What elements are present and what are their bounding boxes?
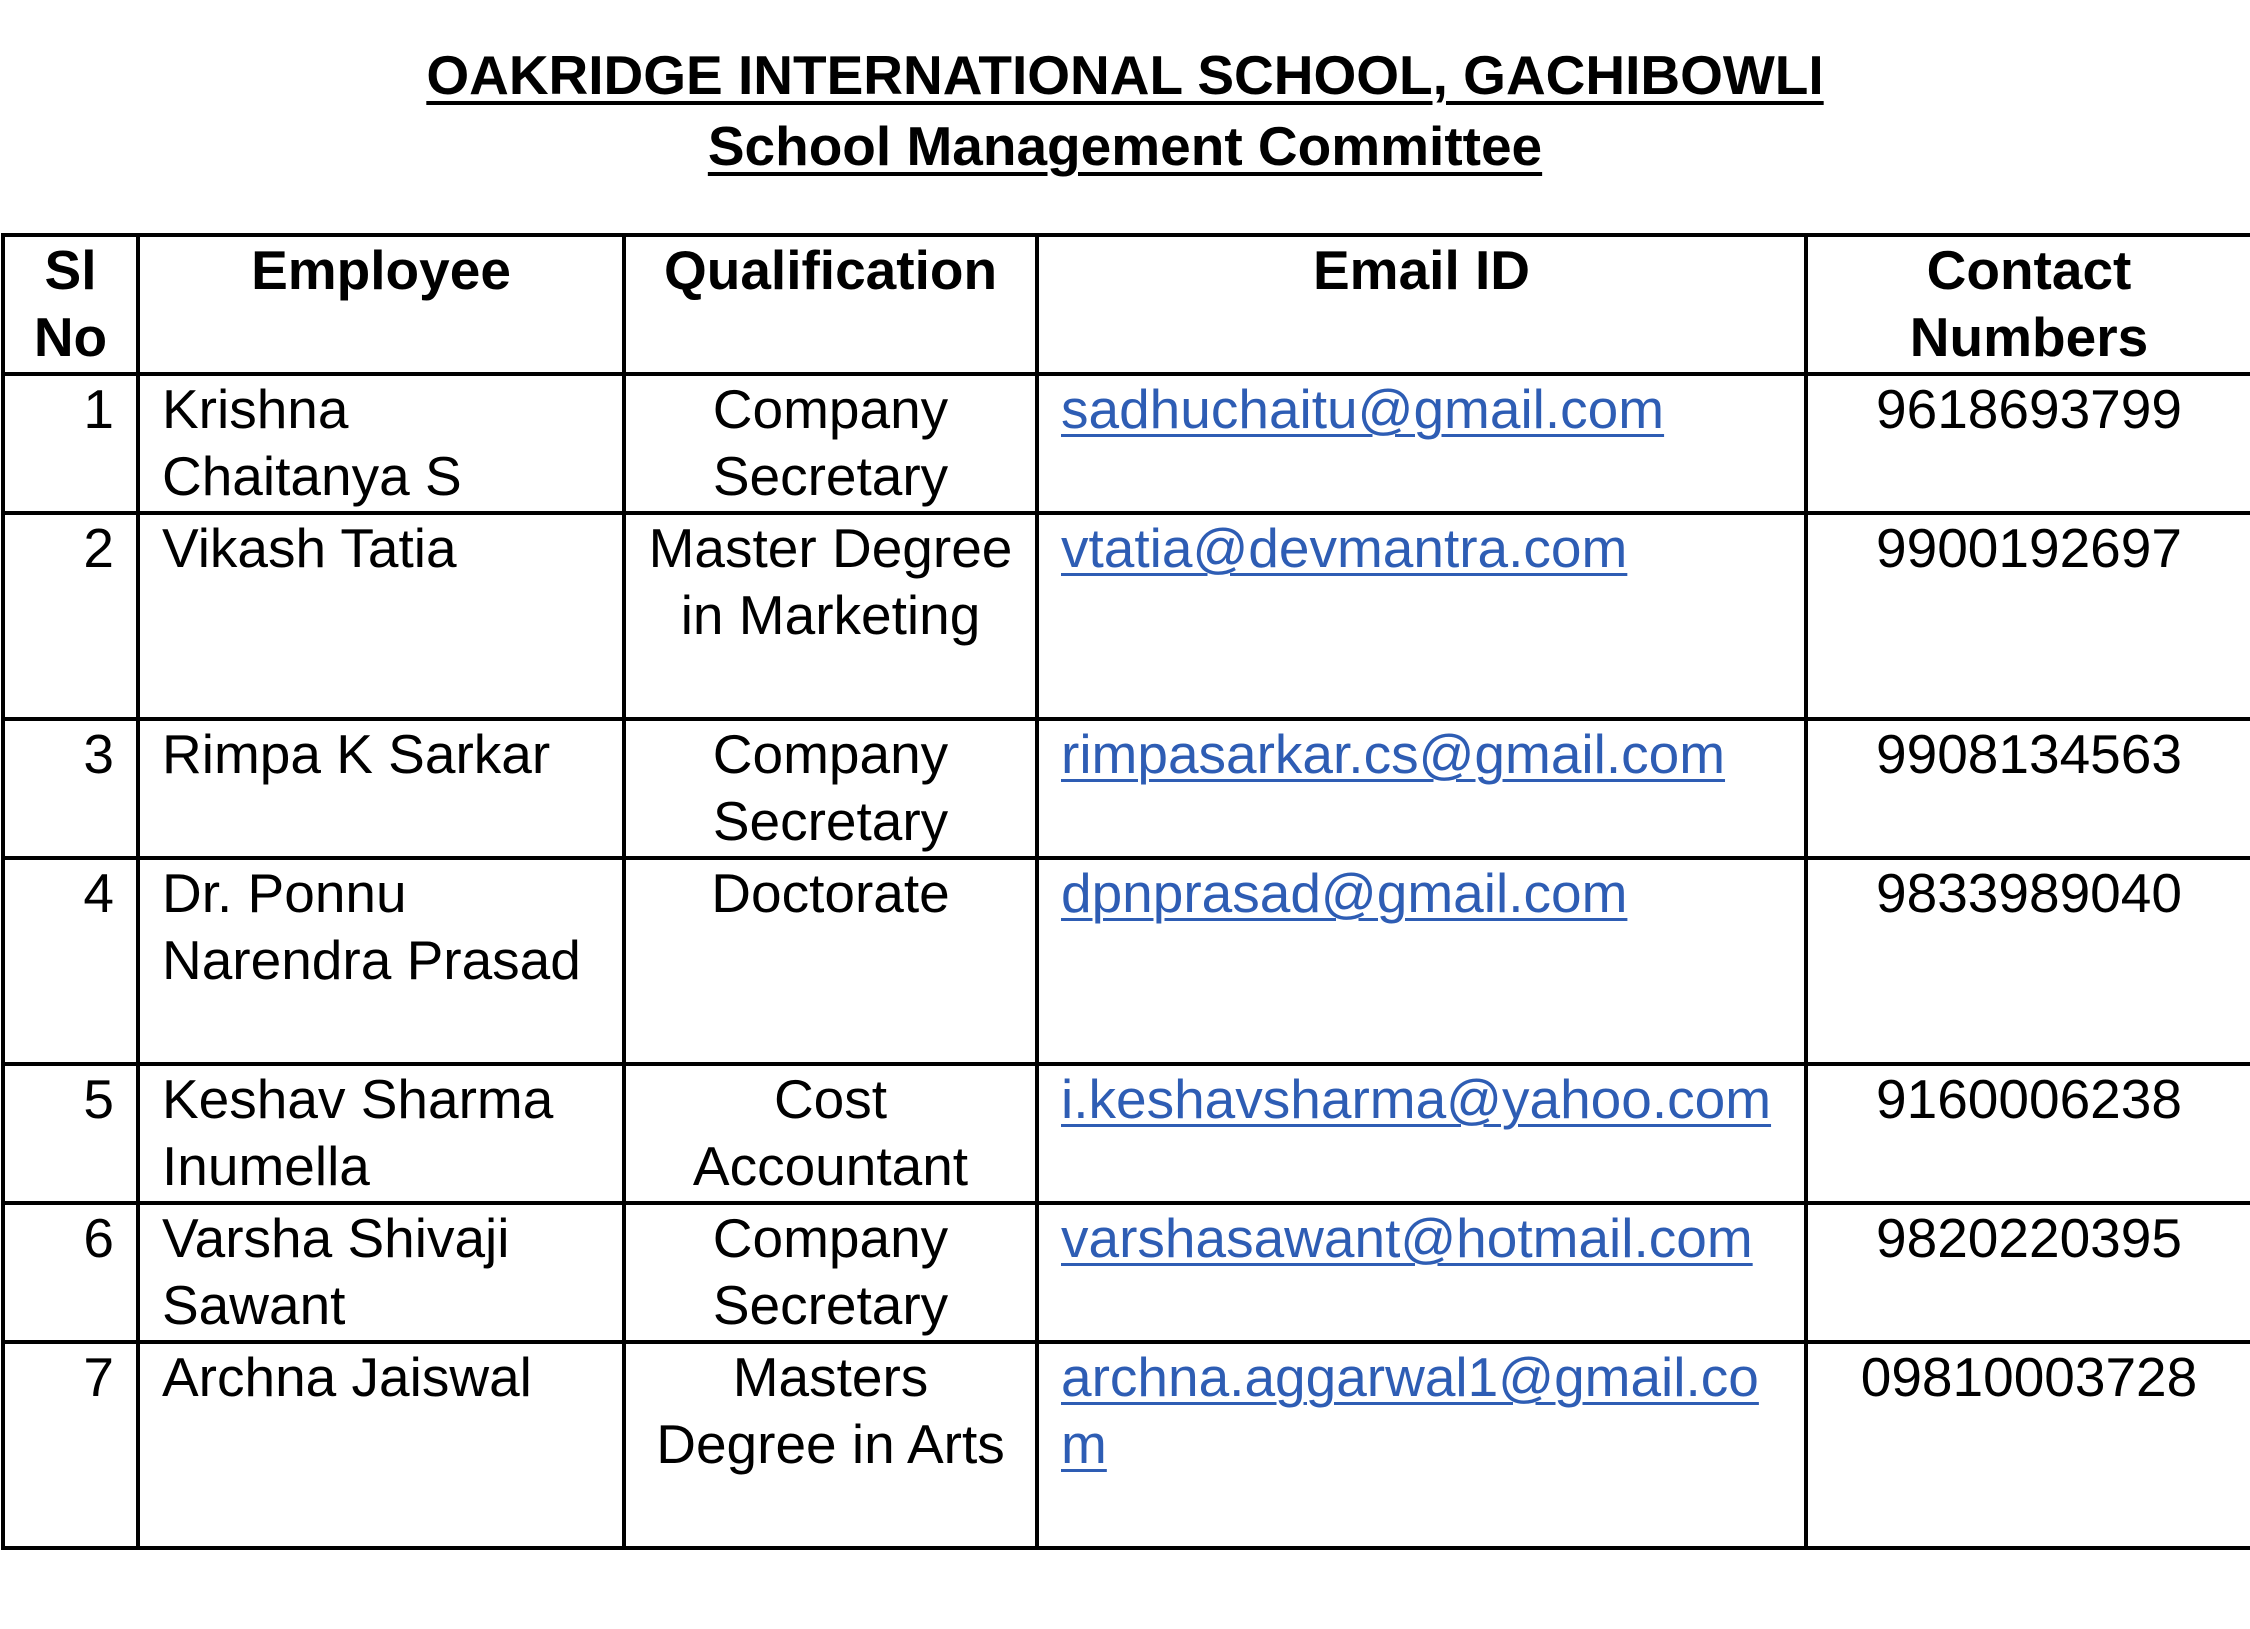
cell-employee: Varsha Shivaji Sawant <box>138 1203 624 1342</box>
email-link[interactable]: varshasawant@hotmail.com <box>1061 1207 1753 1269</box>
header-employee: Employee <box>138 235 624 374</box>
cell-employee: Vikash Tatia <box>138 513 624 719</box>
cell-sl-no: 1 <box>3 374 138 513</box>
email-link[interactable]: archna.aggarwal1@gmail.com <box>1061 1346 1759 1475</box>
cell-contact: 09810003728 <box>1806 1342 2250 1548</box>
cell-employee: Krishna Chaitanya S <box>138 374 624 513</box>
email-link[interactable]: i.keshavsharma@yahoo.com <box>1061 1068 1772 1130</box>
cell-qualification: Company Secretary <box>624 719 1037 858</box>
cell-email <box>1037 1342 1806 1548</box>
cell-email <box>1037 513 1806 719</box>
header-sl-no: Sl No <box>3 235 138 374</box>
table-row <box>3 374 2250 513</box>
header-qualification: Qualification <box>624 235 1037 374</box>
email-link[interactable]: dpnprasad@gmail.com <box>1061 862 1628 924</box>
cell-qualification: Cost Accountant <box>624 1064 1037 1203</box>
cell-contact: 9900192697 <box>1806 513 2250 719</box>
cell-contact: 9908134563 <box>1806 719 2250 858</box>
committee-subtitle: School Management Committee <box>707 115 1543 177</box>
cell-qualification: Company Secretary <box>624 374 1037 513</box>
committee-members-table <box>1 233 2250 1550</box>
cell-sl-no: 4 <box>3 858 138 1064</box>
cell-email <box>1037 858 1806 1064</box>
cell-contact: 9820220395 <box>1806 1203 2250 1342</box>
cell-qualification: Master Degree in Marketing <box>624 513 1037 719</box>
cell-employee: Keshav Sharma Inumella <box>138 1064 624 1203</box>
cell-email <box>1037 374 1806 513</box>
cell-email <box>1037 1064 1806 1203</box>
table-row <box>3 513 2250 719</box>
cell-employee: Rimpa K Sarkar <box>138 719 624 858</box>
header-contact: Contact Numbers <box>1806 235 2250 374</box>
cell-contact: 9833989040 <box>1806 858 2250 1064</box>
cell-qualification: Company Secretary <box>624 1203 1037 1342</box>
cell-sl-no: 2 <box>3 513 138 719</box>
school-name-title: OAKRIDGE INTERNATIONAL SCHOOL, GACHIBOWLI <box>426 44 1824 106</box>
cell-sl-no: 3 <box>3 719 138 858</box>
cell-qualification: Doctorate <box>624 858 1037 1064</box>
cell-employee: Archna Jaiswal <box>138 1342 624 1548</box>
table-header-row <box>3 235 2250 374</box>
cell-qualification: Masters Degree in Arts <box>624 1342 1037 1548</box>
email-link[interactable]: vtatia@devmantra.com <box>1061 517 1628 579</box>
cell-employee: Dr. Ponnu Narendra Prasad <box>138 858 624 1064</box>
table-row <box>3 1064 2250 1203</box>
cell-sl-no: 5 <box>3 1064 138 1203</box>
cell-email <box>1037 719 1806 858</box>
cell-contact: 9618693799 <box>1806 374 2250 513</box>
header-email: Email ID <box>1037 235 1806 374</box>
document-header <box>0 40 2250 181</box>
cell-email <box>1037 1203 1806 1342</box>
table-row <box>3 1203 2250 1342</box>
cell-contact: 9160006238 <box>1806 1064 2250 1203</box>
table-row <box>3 1342 2250 1548</box>
cell-sl-no: 7 <box>3 1342 138 1548</box>
table-row <box>3 858 2250 1064</box>
table-row <box>3 719 2250 858</box>
email-link[interactable]: sadhuchaitu@gmail.com <box>1061 378 1665 440</box>
email-link[interactable]: rimpasarkar.cs@gmail.com <box>1061 723 1726 785</box>
cell-sl-no: 6 <box>3 1203 138 1342</box>
